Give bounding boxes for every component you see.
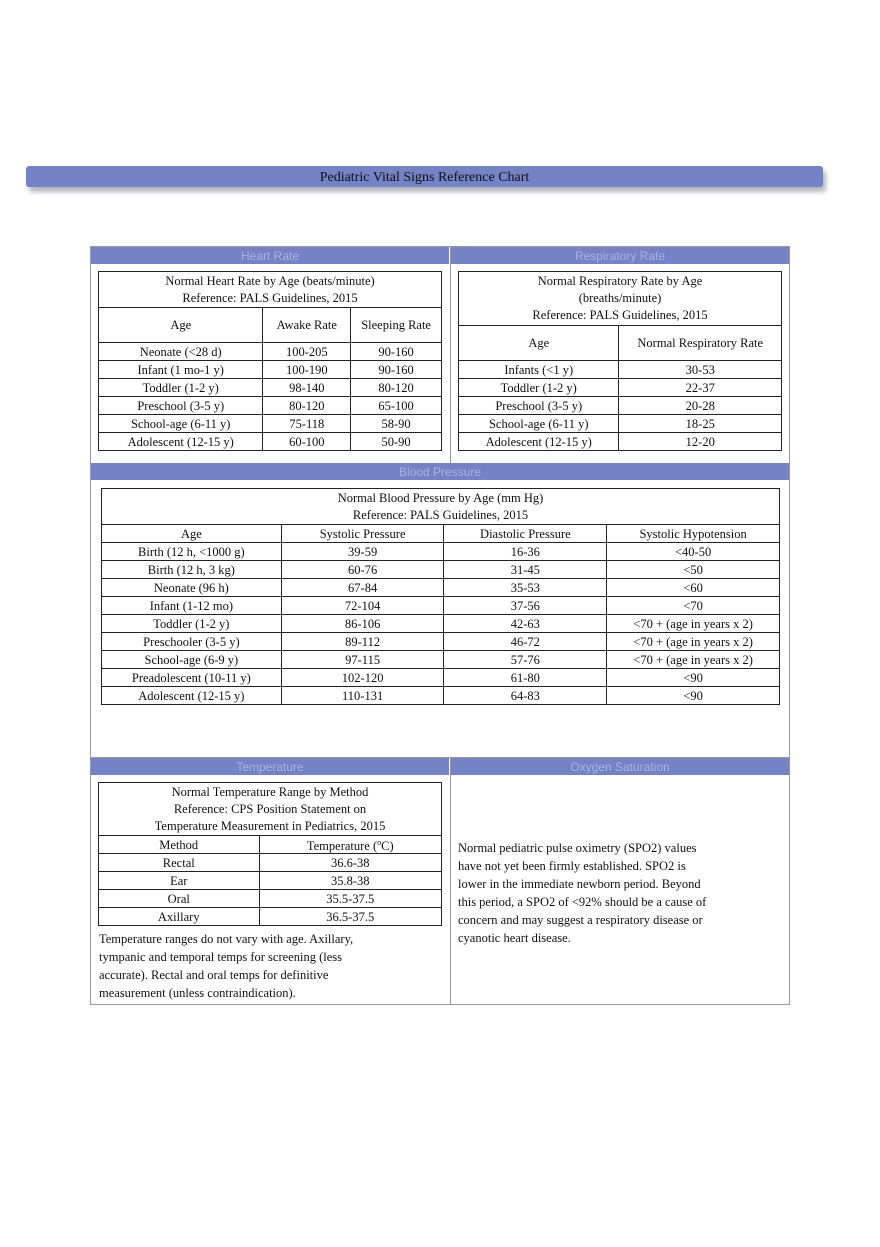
table-cell: Preschool (3-5 y): [99, 397, 263, 415]
table-cell: 35.5-37.5: [259, 890, 442, 908]
temperature-note: Temperature ranges do not vary with age. Axillary, tympanic and temporal temps for screening (less accurate). Rectal and oral temps for definitive measurement (unless contraindication).: [99, 932, 354, 1000]
table-cell: School-age (6-9 y): [102, 651, 282, 669]
table-row: [99, 872, 442, 890]
table-cell: 46-72: [444, 633, 607, 651]
blood-pressure-table: [101, 488, 780, 705]
column-header: Normal Respiratory Rate: [619, 326, 782, 361]
respiratory-rate-caption: Normal Respiratory Rate by Age (breaths/minute) Reference: PALS Guidelines, 2015: [459, 272, 782, 326]
temperature-table: [98, 782, 442, 926]
table-cell: 35-53: [444, 579, 607, 597]
table-cell: School-age (6-11 y): [459, 415, 619, 433]
table-cell: 60-76: [281, 561, 444, 579]
table-row: [102, 579, 780, 597]
table-row: [459, 379, 782, 397]
table-cell: 64-83: [444, 687, 607, 705]
section-header-temperature: Temperature: [91, 758, 449, 775]
table-cell: 65-100: [351, 397, 442, 415]
table-cell: <60: [607, 579, 780, 597]
section-header-respiratory-rate: Respiratory Rate: [451, 247, 789, 264]
table-row: [459, 433, 782, 451]
table-row: [102, 561, 780, 579]
table-cell: 30-53: [619, 361, 782, 379]
column-header: Diastolic Pressure: [444, 525, 607, 543]
table-cell: Toddler (1-2 y): [99, 379, 263, 397]
respiratory-rate-table: [458, 271, 782, 451]
table-cell: Toddler (1-2 y): [459, 379, 619, 397]
table-row: [459, 415, 782, 433]
table-cell: Oral: [99, 890, 260, 908]
table-row: [99, 397, 442, 415]
table-row: [99, 854, 442, 872]
table-cell: <70 + (age in years x 2): [607, 633, 780, 651]
column-header: Method: [99, 836, 260, 854]
table-cell: 110-131: [281, 687, 444, 705]
table-row: [99, 890, 442, 908]
table-cell: Birth (12 h, <1000 g): [102, 543, 282, 561]
column-header: Age: [102, 525, 282, 543]
table-cell: School-age (6-11 y): [99, 415, 263, 433]
table-cell: 97-115: [281, 651, 444, 669]
table-cell: 100-190: [263, 361, 351, 379]
table-cell: 98-140: [263, 379, 351, 397]
table-cell: Adolescent (12-15 y): [102, 687, 282, 705]
temperature-caption: Normal Temperature Range by Method Reference: CPS Position Statement on Temperature Measurement in Pediatrics, 2015: [99, 783, 442, 836]
table-cell: <90: [607, 687, 780, 705]
table-cell: 16-36: [444, 543, 607, 561]
table-row: [102, 543, 780, 561]
table-cell: <90: [607, 669, 780, 687]
table-row: [459, 397, 782, 415]
table-row: [99, 379, 442, 397]
table-cell: 18-25: [619, 415, 782, 433]
table-row: [102, 633, 780, 651]
table-cell: 102-120: [281, 669, 444, 687]
table-cell: Neonate (96 h): [102, 579, 282, 597]
table-cell: 31-45: [444, 561, 607, 579]
grid-divider: [450, 247, 451, 463]
table-cell: 90-160: [351, 361, 442, 379]
table-cell: <70 + (age in years x 2): [607, 615, 780, 633]
table-cell: 72-104: [281, 597, 444, 615]
table-cell: 35.8-38: [259, 872, 442, 890]
table-cell: 86-106: [281, 615, 444, 633]
column-header: Systolic Hypotension: [607, 525, 780, 543]
table-row: [459, 361, 782, 379]
table-cell: 12-20: [619, 433, 782, 451]
table-cell: Preschool (3-5 y): [459, 397, 619, 415]
oxygen-saturation-note: Normal pediatric pulse oximetry (SPO2) values have not yet been firmly established. SPO2 is lower in the immediate newborn period. Beyond this period, a SPO2 of <92% should be a cause of concern and may suggest a respiratory disease or cyanotic heart disease.: [458, 841, 707, 945]
table-cell: Birth (12 h, 3 kg): [102, 561, 282, 579]
table-row: [102, 669, 780, 687]
table-cell: Preadolescent (10-11 y): [102, 669, 282, 687]
table-cell: <70 + (age in years x 2): [607, 651, 780, 669]
table-cell: <50: [607, 561, 780, 579]
table-cell: Adolescent (12-15 y): [99, 433, 263, 451]
grid-divider: [450, 758, 451, 1004]
table-row: [102, 687, 780, 705]
heart-rate-caption: Normal Heart Rate by Age (beats/minute) Reference: PALS Guidelines, 2015: [99, 272, 442, 308]
page-title: Pediatric Vital Signs Reference Chart: [26, 166, 823, 187]
table-row: [99, 415, 442, 433]
table-cell: Toddler (1-2 y): [102, 615, 282, 633]
table-cell: 39-59: [281, 543, 444, 561]
table-cell: Ear: [99, 872, 260, 890]
table-row: [102, 651, 780, 669]
table-cell: 36.5-37.5: [259, 908, 442, 926]
table-cell: Neonate (<28 d): [99, 343, 263, 361]
table-row: [102, 597, 780, 615]
table-row: [99, 908, 442, 926]
table-cell: Adolescent (12-15 y): [459, 433, 619, 451]
table-cell: 20-28: [619, 397, 782, 415]
table-cell: 58-90: [351, 415, 442, 433]
table-cell: Infant (1-12 mo): [102, 597, 282, 615]
section-header-oxygen-saturation: Oxygen Saturation: [451, 758, 789, 775]
blood-pressure-caption: Normal Blood Pressure by Age (mm Hg) Reference: PALS Guidelines, 2015: [102, 489, 780, 525]
column-header: Awake Rate: [263, 308, 351, 343]
table-cell: 42-63: [444, 615, 607, 633]
grid-divider: [91, 757, 789, 758]
table-cell: 100-205: [263, 343, 351, 361]
column-header: Sleeping Rate: [351, 308, 442, 343]
table-cell: <70: [607, 597, 780, 615]
table-cell: 36.6-38: [259, 854, 442, 872]
table-cell: 90-160: [351, 343, 442, 361]
table-cell: 75-118: [263, 415, 351, 433]
table-cell: 22-37: [619, 379, 782, 397]
table-cell: 37-56: [444, 597, 607, 615]
table-cell: 61-80: [444, 669, 607, 687]
column-header: Age: [459, 326, 619, 361]
table-cell: Infants (<1 y): [459, 361, 619, 379]
table-cell: Rectal: [99, 854, 260, 872]
column-header: Age: [99, 308, 263, 343]
table-row: [99, 433, 442, 451]
heart-rate-table: [98, 271, 442, 451]
table-cell: <40-50: [607, 543, 780, 561]
table-row: [99, 361, 442, 379]
column-header: Temperature ($^o$C): [259, 836, 442, 854]
table-cell: Axillary: [99, 908, 260, 926]
table-row: [99, 343, 442, 361]
section-header-blood-pressure: Blood Pressure: [91, 463, 789, 480]
column-header: Systolic Pressure: [281, 525, 444, 543]
table-row: [102, 615, 780, 633]
table-cell: 60-100: [263, 433, 351, 451]
section-header-heart-rate: Heart Rate: [91, 247, 449, 264]
table-cell: 57-76: [444, 651, 607, 669]
table-cell: 80-120: [263, 397, 351, 415]
table-cell: 80-120: [351, 379, 442, 397]
table-cell: 50-90: [351, 433, 442, 451]
table-cell: 89-112: [281, 633, 444, 651]
table-cell: Preschooler (3-5 y): [102, 633, 282, 651]
table-cell: Infant (1 mo-1 y): [99, 361, 263, 379]
table-cell: 67-84: [281, 579, 444, 597]
